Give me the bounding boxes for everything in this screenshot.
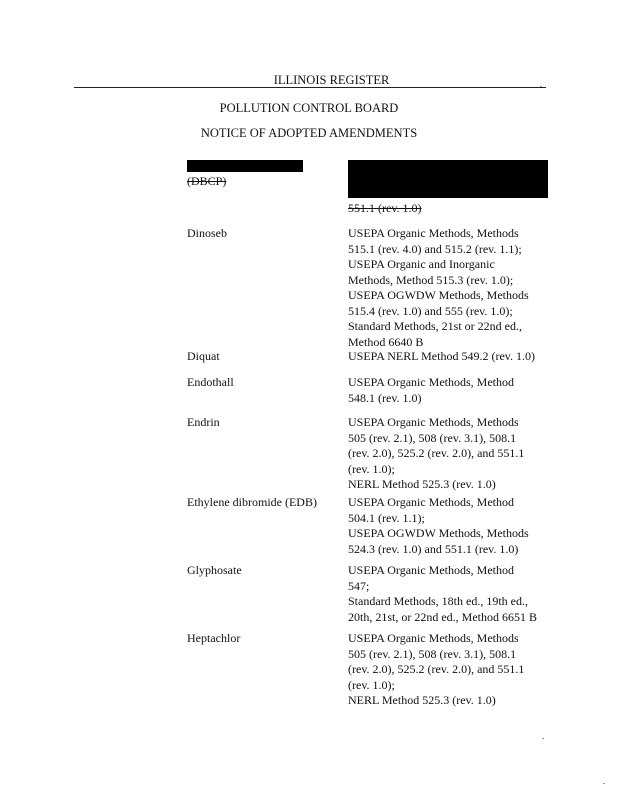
method-line: Standard Methods, 21st or 22nd ed., [348, 319, 522, 333]
method-line: USEPA NERL Method 549.2 (rev. 1.0) [348, 349, 535, 363]
contaminant-name: Dinoseb [187, 226, 227, 240]
contaminant-name: Diquat [187, 349, 220, 363]
contaminant-name: Heptachlor [187, 631, 241, 645]
method-line: (rev. 1.0); [348, 461, 395, 476]
method-line: (rev. 1.0); [348, 677, 395, 692]
board-title: POLLUTION CONTROL BOARD [219, 101, 399, 115]
method-line: 524.3 (rev. 1.0) and 551.1 (rev. 1.0) [348, 541, 519, 556]
method-line: Methods, Method 515.3 (rev. 1.0); [348, 272, 514, 287]
contaminant-name: Ethylene dibromide (EDB) [187, 495, 317, 509]
contaminant-name: Glyphosate [187, 563, 242, 577]
contaminant-name: Endothall [187, 375, 234, 389]
method-line: NERL Method 525.3 (rev. 1.0) [348, 693, 496, 707]
method-line: USEPA Organic Methods, Methods [348, 226, 519, 240]
analytical-methods [348, 349, 558, 365]
method-line: (rev. 2.0), 525.2 (rev. 2.0), and 551.1 [348, 662, 525, 676]
method-line: USEPA Organic Methods, Methods [348, 415, 519, 429]
analytical-methods [348, 415, 558, 493]
method-line: 515.1 (rev. 4.0) and 515.2 (rev. 1.1); [348, 241, 522, 256]
register-title: ILLINOIS REGISTER [273, 73, 390, 87]
method-line: USEPA Organic Methods, Method [348, 563, 515, 577]
dbcp-abbrev: (DBCP) [187, 174, 227, 188]
method-line: (rev. 2.0), 525.2 (rev. 2.0), and 551.1 [348, 446, 525, 460]
method-line: 505 (rev. 2.1), 508 (rev. 3.1), 508.1 [348, 646, 517, 661]
method-line: 515.4 (rev. 1.0) and 555 (rev. 1.0); [348, 303, 513, 318]
method-line: USEPA Organic Methods, Method [348, 495, 515, 509]
method-line: Standard Methods, 18th ed., 19th ed., [348, 594, 528, 608]
analytical-methods [348, 495, 558, 557]
method-line: 505 (rev. 2.1), 508 (rev. 3.1), 508.1 [348, 430, 517, 445]
contaminant-name: Endrin [187, 415, 220, 429]
method-line: 20th, 21st, or 22nd ed., Method 6651 B [348, 609, 537, 624]
method-line: USEPA Organic Methods, Methods [348, 631, 519, 645]
method-line: USEPA Organic Methods, Method [348, 375, 515, 389]
method-line: USEPA OGWDW Methods, Methods [348, 288, 529, 302]
method-line: Method 6640 B [348, 334, 424, 349]
notice-title: NOTICE OF ADOPTED AMENDMENTS [200, 126, 418, 140]
analytical-methods [348, 631, 558, 709]
method-line: 548.1 (rev. 1.0) [348, 390, 422, 405]
method-line: USEPA Organic and Inorganic [348, 257, 495, 271]
scan-speck [603, 783, 605, 784]
scan-speck [542, 738, 544, 739]
scan-speck [540, 86, 542, 87]
dbcp-method-tail: 551.1 (rev. 1.0) [348, 201, 422, 215]
method-line: 504.1 (rev. 1.1); [348, 510, 425, 525]
method-line: USEPA OGWDW Methods, Methods [348, 526, 529, 540]
method-line: NERL Method 525.3 (rev. 1.0) [348, 477, 496, 491]
analytical-methods [348, 226, 558, 350]
method-line: 547; [348, 578, 370, 593]
analytical-methods [348, 563, 558, 625]
analytical-methods [348, 375, 558, 406]
